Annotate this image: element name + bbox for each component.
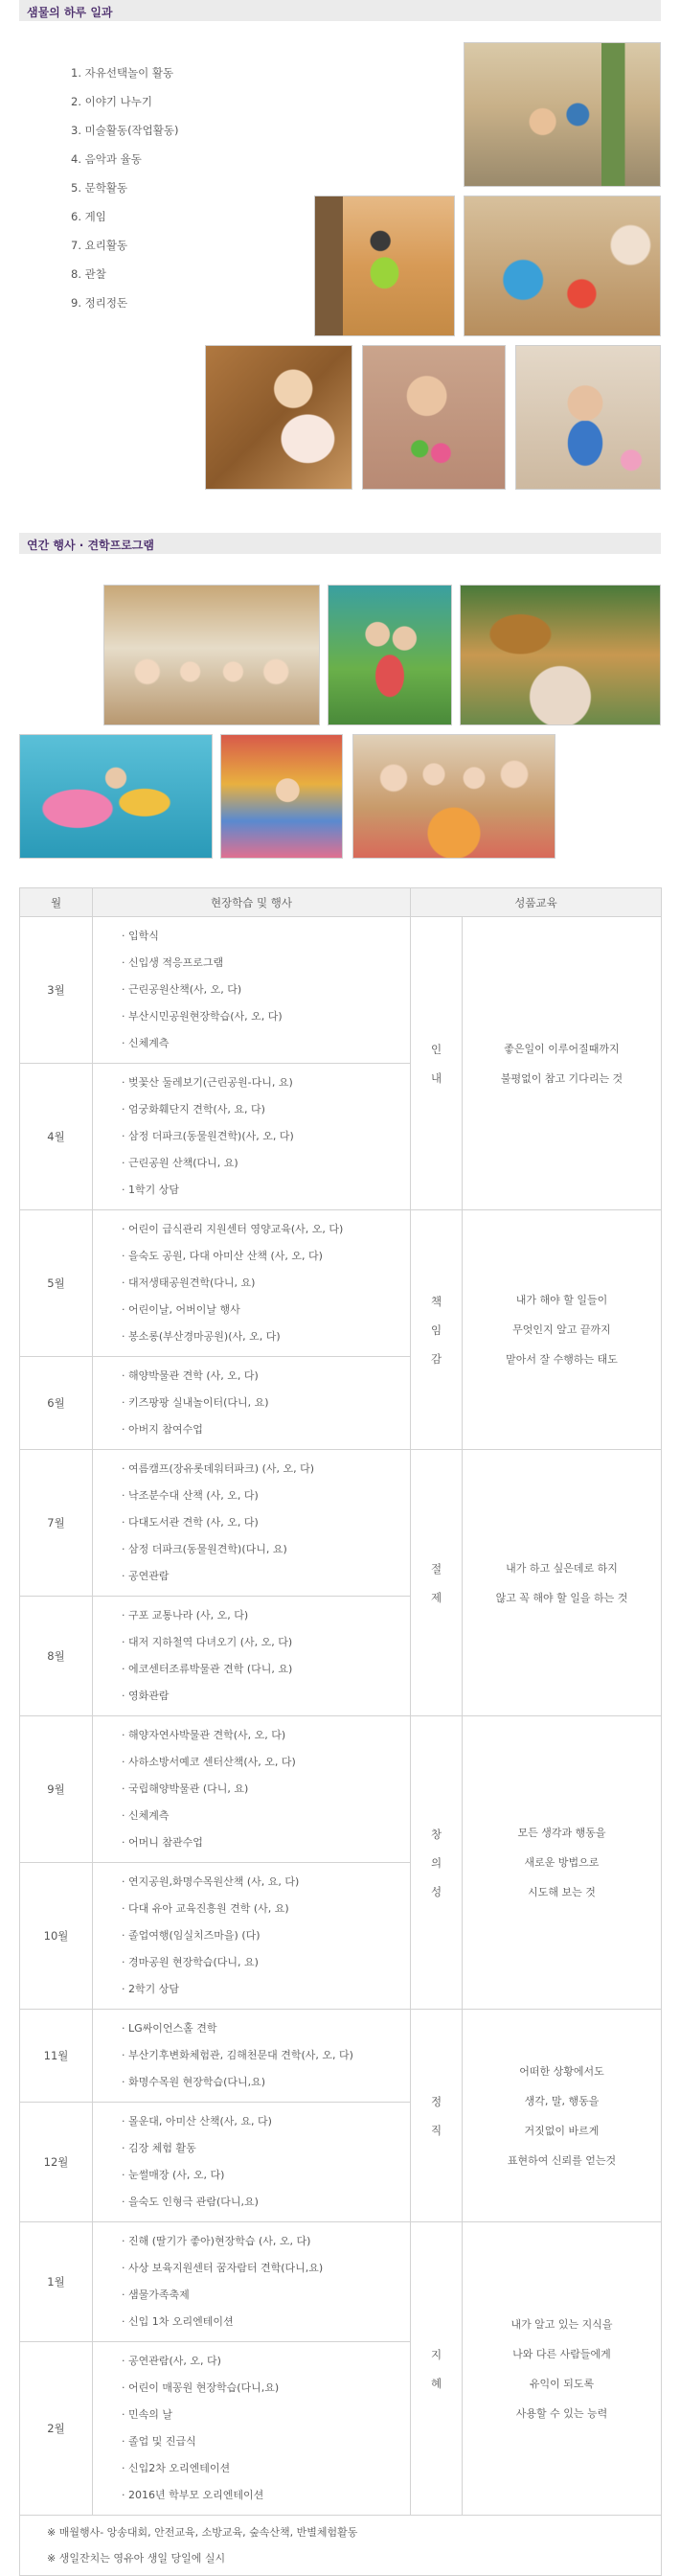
photo-classroom-play xyxy=(464,42,661,187)
virtue-desc-line: 무엇인지 알고 끝까지 xyxy=(512,1323,611,1336)
activity-item: · 신체계측 xyxy=(122,1803,410,1829)
activity-item: · 여름캠프(장유롯데워터파크) (사, 오, 다) xyxy=(122,1456,410,1483)
virtue-char: 의 xyxy=(430,1855,442,1870)
activity-item: · 엄궁화훼단지 견학(사, 요, 다) xyxy=(122,1096,410,1123)
month-cell: 12월 xyxy=(20,2103,93,2222)
section-header-annual xyxy=(19,533,661,554)
activities-cell xyxy=(93,1863,411,2010)
virtue-char: 감 xyxy=(430,1351,442,1366)
list-item: 9. 정리정돈 xyxy=(71,296,128,310)
activities-cell xyxy=(93,1716,411,1863)
list-item: 3. 미술활동(작업활동) xyxy=(71,124,179,137)
activity-item: · 2학기 상담 xyxy=(122,1976,410,2003)
list-item: 2. 이야기 나누기 xyxy=(71,95,152,108)
month-cell: 3월 xyxy=(20,917,93,1064)
photo-playground xyxy=(328,585,452,725)
table-row xyxy=(20,917,662,1064)
virtue-name-cell xyxy=(411,2010,463,2222)
table-row xyxy=(20,1716,662,1863)
activity-item: · 어린이날, 어버이날 행사 xyxy=(122,1297,410,1323)
photo-zoo-trip xyxy=(460,585,661,725)
virtue-char: 성 xyxy=(430,1884,442,1898)
activity-item: · 신입2차 오리엔테이션 xyxy=(122,2455,410,2482)
virtue-desc-line: 모든 생각과 행동을 xyxy=(517,1827,606,1839)
virtue-desc-line: 좋은일이 이루어질때까지 xyxy=(504,1042,620,1055)
activity-item: · 경마공원 현장학습(다니, 요) xyxy=(122,1949,410,1976)
virtue-desc-line: 내가 하고 싶은데로 하지 xyxy=(506,1561,618,1575)
photo-crafts xyxy=(515,345,661,490)
table-row xyxy=(20,2222,662,2342)
photo-bookshelf xyxy=(205,345,352,490)
daily-routine-list xyxy=(71,63,178,322)
activity-item: · 국립해양박물관 (다니, 요) xyxy=(122,1776,410,1803)
header-month: 월 xyxy=(20,888,93,917)
virtue-char: 제 xyxy=(430,1590,442,1604)
month-cell: 9월 xyxy=(20,1716,93,1863)
virtue-name-cell xyxy=(411,1450,463,1716)
virtue-description-cell xyxy=(463,1716,662,2010)
photo-toy-play xyxy=(362,345,506,490)
table-row xyxy=(20,1450,662,1597)
month-cell: 8월 xyxy=(20,1597,93,1716)
photo-blocks xyxy=(464,196,661,336)
photo-water-park xyxy=(19,734,213,859)
activity-item: · 김장 체험 활동 xyxy=(122,2135,410,2162)
photo-celebration xyxy=(352,734,555,859)
virtue-char: 절 xyxy=(430,1561,442,1576)
activity-item: · 다대 유아 교육진흥원 견학 (사, 요) xyxy=(122,1896,410,1922)
month-cell: 6월 xyxy=(20,1357,93,1450)
activity-item: · 벚꽃산 둘레보기(근린공원-다니, 요) xyxy=(122,1070,410,1096)
activity-item: · 어머니 참관수업 xyxy=(122,1829,410,1856)
virtue-char: 책 xyxy=(430,1294,442,1308)
virtue-description-cell xyxy=(463,1210,662,1450)
activity-item: · 사하소방서예코 센터산책(사, 오, 다) xyxy=(122,1749,410,1776)
activities-cell xyxy=(93,2103,411,2222)
list-item: 5. 문학활동 xyxy=(71,181,128,195)
activity-item: · 삼정 더파크(동물원견학)(사, 오, 다) xyxy=(122,1123,410,1150)
activities-cell xyxy=(93,2342,411,2516)
photo-ball-play xyxy=(314,196,455,336)
activity-item: · 졸업여행(임실치즈마을) (다) xyxy=(122,1922,410,1949)
activity-item: · 사상 보육지원센터 꿈자람터 견학(다니,요) xyxy=(122,2255,410,2282)
month-cell: 2월 xyxy=(20,2342,93,2516)
activity-item: · 에코센터조류박물관 견학 (다니, 요) xyxy=(122,1656,410,1683)
virtue-desc-line: 어떠한 상황에서도 xyxy=(519,2064,604,2078)
activity-item: · 신체계측 xyxy=(122,1030,410,1057)
virtue-char: 임 xyxy=(430,1322,442,1337)
activity-item: · 낙조분수대 산책 (사, 오, 다) xyxy=(122,1483,410,1509)
virtue-desc-line: 불평없이 참고 기다리는 것 xyxy=(500,1071,623,1085)
virtue-desc-line: 나와 다른 사람들에게 xyxy=(512,2347,611,2360)
activities-cell xyxy=(93,1450,411,1597)
month-cell: 11월 xyxy=(20,2010,93,2103)
virtue-name-cell xyxy=(411,1210,463,1450)
activity-item: · 공연관람 xyxy=(122,1563,410,1590)
list-item: 4. 음악과 율동 xyxy=(71,152,142,166)
virtue-desc-line: 않고 꼭 해야 할 일을 하는 것 xyxy=(495,1591,628,1604)
activity-item: · 근린공원 산책(다니, 요) xyxy=(122,1150,410,1177)
activities-cell xyxy=(93,917,411,1064)
virtue-desc-line: 사용할 수 있는 능력 xyxy=(515,2406,608,2420)
activity-item: · 2016년 학부모 오리엔테이션 xyxy=(122,2482,410,2509)
virtue-char: 인 xyxy=(430,1042,442,1056)
virtue-char: 지 xyxy=(430,2347,442,2361)
activities-cell xyxy=(93,1357,411,1450)
activity-item: · 연지공원,화명수목원산책 (사, 요, 다) xyxy=(122,1869,410,1896)
activity-item: · 영화관람 xyxy=(122,1683,410,1710)
activity-item: · 해양박물관 견학 (사, 오, 다) xyxy=(122,1363,410,1390)
virtue-description-cell xyxy=(463,1450,662,1716)
virtue-desc-line: 시도해 보는 것 xyxy=(528,1886,596,1898)
activity-item: · 구포 교통나라 (사, 오, 다) xyxy=(122,1602,410,1629)
photo-market xyxy=(220,734,343,859)
virtue-char: 창 xyxy=(430,1827,442,1841)
activity-item: · 키즈팡팡 실내놀이터(다니, 요) xyxy=(122,1390,410,1416)
virtue-desc-line: 맡아서 잘 수행하는 태도 xyxy=(506,1353,618,1366)
virtue-desc-line: 유익이 되도록 xyxy=(529,2377,595,2390)
month-cell: 10월 xyxy=(20,1863,93,2010)
month-cell: 4월 xyxy=(20,1064,93,1210)
activity-item: · 을숙도 인형극 관람(다니,요) xyxy=(122,2189,410,2216)
activity-item: · 어린이 매꽁원 현장학습(다니,요) xyxy=(122,2375,410,2402)
activity-item: · 화명수목원 현장학습(다니,요) xyxy=(122,2069,410,2096)
activity-item: · 1학기 상담 xyxy=(122,1177,410,1204)
activity-item: · 눈썰매장 (사, 오, 다) xyxy=(122,2162,410,2189)
activity-item: · 부산기후변화체험관, 김해천문대 견학(사, 오, 다) xyxy=(122,2042,410,2069)
activity-item: · 삼정 더파크(동물원견학)(다니, 요) xyxy=(122,1536,410,1563)
list-item: 7. 요리활동 xyxy=(71,239,128,252)
virtue-char: 혜 xyxy=(430,2376,442,2390)
activity-item: · 어린이 급식관리 지원센터 영양교육(사, 오, 다) xyxy=(122,1216,410,1243)
activity-item: · 졸업 및 진급식 xyxy=(122,2428,410,2455)
activities-cell xyxy=(93,1064,411,1210)
note-line: ※ 생일잔치는 영유아 생일 당일에 실시 xyxy=(47,2552,226,2564)
activity-item: · 봉소롱(부산경마공원)(사, 오, 다) xyxy=(122,1323,410,1350)
virtue-name-cell xyxy=(411,1716,463,2010)
table-row xyxy=(20,1210,662,1357)
notes-cell xyxy=(20,2516,662,2576)
virtue-char: 내 xyxy=(430,1070,442,1085)
list-item: 1. 자유선택놀이 활동 xyxy=(71,66,174,80)
virtue-desc-line: 새로운 방법으로 xyxy=(524,1856,600,1869)
annual-schedule-table xyxy=(19,887,662,2576)
virtue-name-cell xyxy=(411,917,463,1210)
activity-item: · LG싸이언스홀 견학 xyxy=(122,2015,410,2042)
activities-cell xyxy=(93,2222,411,2342)
table-row xyxy=(20,2010,662,2103)
virtue-desc-line: 내가 알고 있는 지식을 xyxy=(510,2317,613,2331)
virtue-char: 정 xyxy=(430,2094,442,2108)
activity-item: · 대저 지하철역 다녀오기 (사, 오, 다) xyxy=(122,1629,410,1656)
activity-item: · 부산시민공원현장학습(사, 오, 다) xyxy=(122,1003,410,1030)
section-header-daily xyxy=(19,0,661,21)
activity-item: · 을숙도 공원, 다대 아미산 산책 (사, 오, 다) xyxy=(122,1243,410,1270)
list-item: 8. 관찰 xyxy=(71,267,106,281)
activity-item: · 신입생 적응프로그램 xyxy=(122,950,410,977)
table-header-row xyxy=(20,888,662,917)
virtue-description-cell xyxy=(463,2010,662,2222)
activity-item: · 공연관람(사, 오, 다) xyxy=(122,2348,410,2375)
activity-item: · 해양자연사박물관 견학(사, 오, 다) xyxy=(122,1722,410,1749)
section-title: 샘물의 하루 일과 xyxy=(27,6,113,19)
activity-item: · 근린공원산책(사, 오, 다) xyxy=(122,977,410,1003)
activities-cell xyxy=(93,1597,411,1716)
month-cell: 5월 xyxy=(20,1210,93,1357)
list-item: 6. 게임 xyxy=(71,210,106,223)
virtue-char: 직 xyxy=(430,2123,442,2137)
activities-cell xyxy=(93,2010,411,2103)
table-notes-row xyxy=(20,2516,662,2576)
virtue-desc-line: 내가 해야 할 일들이 xyxy=(515,1294,608,1306)
virtue-desc-line: 표현하여 신뢰를 얻는것 xyxy=(507,2153,617,2167)
note-line: ※ 매월행사- 앙송대회, 안전교육, 소방교육, 숲속산책, 반별체험활동 xyxy=(47,2526,358,2539)
month-cell: 7월 xyxy=(20,1450,93,1597)
virtue-desc-line: 생각, 말, 행동을 xyxy=(524,2094,600,2107)
activity-item: · 진해 (딸기가 좋아)현장학습 (사, 오, 다) xyxy=(122,2228,410,2255)
activity-item: · 신입 1차 오리엔테이션 xyxy=(122,2309,410,2335)
activity-item: · 샘물가족축제 xyxy=(122,2282,410,2309)
header-character-education: 성품교육 xyxy=(411,888,662,917)
virtue-description-cell xyxy=(463,2222,662,2516)
virtue-description-cell xyxy=(463,917,662,1210)
month-cell: 1월 xyxy=(20,2222,93,2342)
section-title: 연간 행사 · 견학프로그램 xyxy=(27,539,155,552)
virtue-desc-line: 거짓없이 바르게 xyxy=(524,2124,600,2137)
activities-cell xyxy=(93,1210,411,1357)
activity-item: · 민속의 날 xyxy=(122,2402,410,2428)
activity-item: · 대저생태공원견학(다니, 요) xyxy=(122,1270,410,1297)
activity-item: · 아버지 참여수업 xyxy=(122,1416,410,1443)
activity-item: · 다대도서관 견학 (사, 오, 다) xyxy=(122,1509,410,1536)
header-activities: 현장학습 및 행사 xyxy=(93,888,411,917)
activity-item: · 입학식 xyxy=(122,923,410,950)
virtue-name-cell xyxy=(411,2222,463,2516)
activity-item: · 몰운대, 아미산 산책(사, 요, 다) xyxy=(122,2108,410,2135)
photo-class-group xyxy=(103,585,320,725)
